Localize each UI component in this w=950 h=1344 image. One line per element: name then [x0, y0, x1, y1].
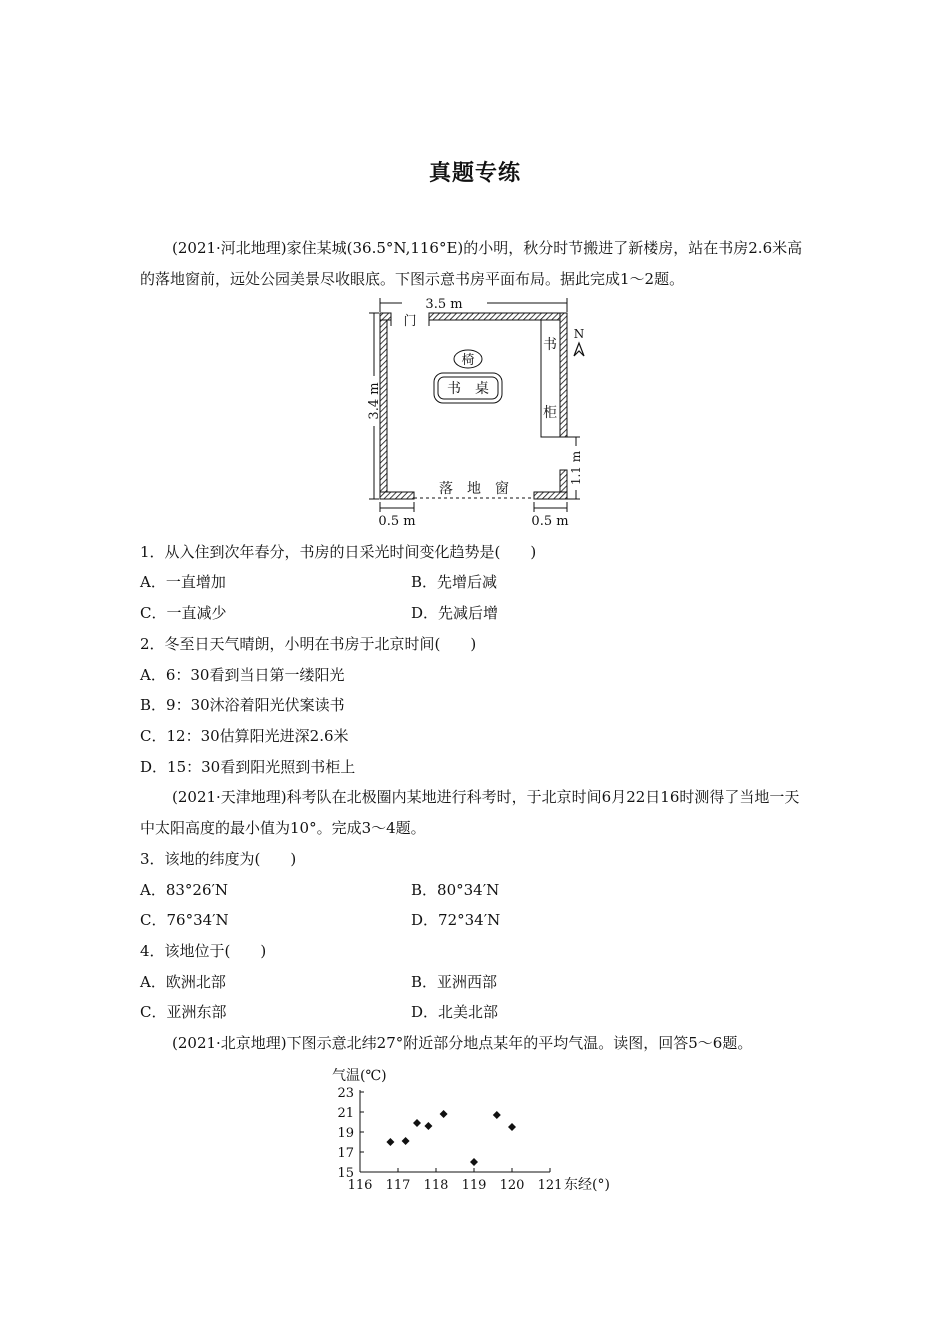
- q1-stem: 1．从入住到次年春分，书房的日采光时间变化趋势是( ): [140, 543, 537, 561]
- q1-option-a: A．一直增加: [140, 573, 226, 591]
- x-axis-label: 东经(°): [564, 1177, 610, 1193]
- y-tick-label: 23: [337, 1086, 354, 1101]
- width-dimension: [380, 297, 567, 312]
- bookshelf-label-bottom: 柜: [543, 405, 557, 421]
- q3-option-b: B．80°34′N: [411, 881, 500, 899]
- q3-option-a: A．83°26′N: [140, 881, 229, 899]
- data-point: [413, 1119, 421, 1127]
- data-point: [508, 1123, 516, 1131]
- data-point: [424, 1122, 432, 1130]
- right-gap-dimension: [567, 437, 583, 499]
- walls: [380, 313, 567, 499]
- q1-option-d: D．先减后增: [411, 604, 499, 622]
- x-tick-label: 118: [423, 1178, 449, 1193]
- q2-option-b: B．9：30沐浴着阳光伏案读书: [140, 696, 345, 714]
- y-tick-label: 21: [337, 1106, 354, 1121]
- q4-option-d: D．北美北部: [411, 1003, 499, 1021]
- q2-option-d: D．15：30看到阳光照到书柜上: [140, 758, 356, 776]
- q1-option-c: C．一直减少: [140, 604, 227, 622]
- right-corner-label: 0.5 m: [531, 514, 569, 529]
- q4-option-b: B．亚洲西部: [411, 973, 498, 991]
- left-corner-label: 0.5 m: [378, 514, 416, 529]
- page-title: 真题专练: [428, 160, 521, 186]
- data-point: [440, 1110, 448, 1118]
- q2-option-a: A．6：30看到当日第一缕阳光: [140, 666, 345, 684]
- y-tick-label: 19: [337, 1126, 354, 1141]
- x-tick-label: 121: [537, 1178, 563, 1193]
- bookshelf-label-top: 书: [543, 337, 557, 353]
- bookshelf: [541, 320, 560, 437]
- q2-option-c: C．12：30估算阳光进深2.6米: [140, 727, 349, 745]
- study-floor-plan: [360, 296, 600, 532]
- north-label: N: [573, 327, 585, 341]
- bottom-right-dimension: [531, 502, 568, 529]
- x-tick-label: 117: [385, 1178, 411, 1193]
- width-label: 3.5 m: [425, 297, 463, 312]
- q3-option-d: D．72°34′N: [411, 911, 501, 929]
- data-point: [470, 1158, 478, 1166]
- data-point: [386, 1138, 394, 1146]
- x-tick-label: 119: [461, 1178, 487, 1193]
- q2-stem: 2．冬至日天气晴朗，小明在书房于北京时间( ): [140, 635, 477, 653]
- right-gap-label: 1.1 m: [569, 450, 583, 486]
- temperature-scatter-chart: [328, 1062, 628, 1194]
- desk: [434, 373, 502, 403]
- north-arrow-icon: [574, 327, 585, 356]
- x-tick-label: 120: [499, 1178, 525, 1193]
- height-label: 3.4 m: [367, 382, 382, 420]
- door: [391, 313, 429, 329]
- q4-option-c: C．亚洲东部: [140, 1003, 227, 1021]
- data-point: [493, 1111, 501, 1119]
- x-tick-label: 116: [347, 1178, 373, 1193]
- y-tick-label: 17: [337, 1146, 354, 1161]
- y-axis-label: 气温(℃): [332, 1068, 387, 1084]
- intro-passage-1: (2021·河北地理)家住某城(36.5°N,116°E)的小明，秋分时节搬进了新楼房，站在书房2.6米高的落地窗前，远处公园美景尽收眼底。下图示意书房平面布局。据此完成1～2题。: [140, 239, 803, 288]
- chair-label: 椅: [461, 353, 475, 368]
- q1-option-b: B．先增后减: [411, 573, 498, 591]
- window-label: 落 地 窗: [439, 481, 509, 497]
- y-tick-label: 15: [337, 1166, 354, 1181]
- chair: [454, 350, 482, 368]
- intro-passage-3: (2021·北京地理)下图示意北纬27°附近部分地点某年的平均气温。读图，回答5～6题。: [172, 1034, 753, 1052]
- q3-stem: 3．该地的纬度为( ): [140, 850, 297, 868]
- q3-option-c: C．76°34′N: [140, 911, 229, 929]
- desk-label: 书 桌: [447, 381, 489, 397]
- data-point: [402, 1137, 410, 1145]
- intro-passage-2: (2021·天津地理)科考队在北极圈内某地进行科考时，于北京时间6月22日16时测得了当地一天中太阳高度的最小值为10°。完成3～4题。: [140, 788, 800, 837]
- door-label: 门: [403, 314, 417, 329]
- bottom-left-dimension: [378, 502, 415, 529]
- q4-stem: 4．该地位于( ): [140, 942, 267, 960]
- q4-option-a: A．欧洲北部: [140, 973, 226, 991]
